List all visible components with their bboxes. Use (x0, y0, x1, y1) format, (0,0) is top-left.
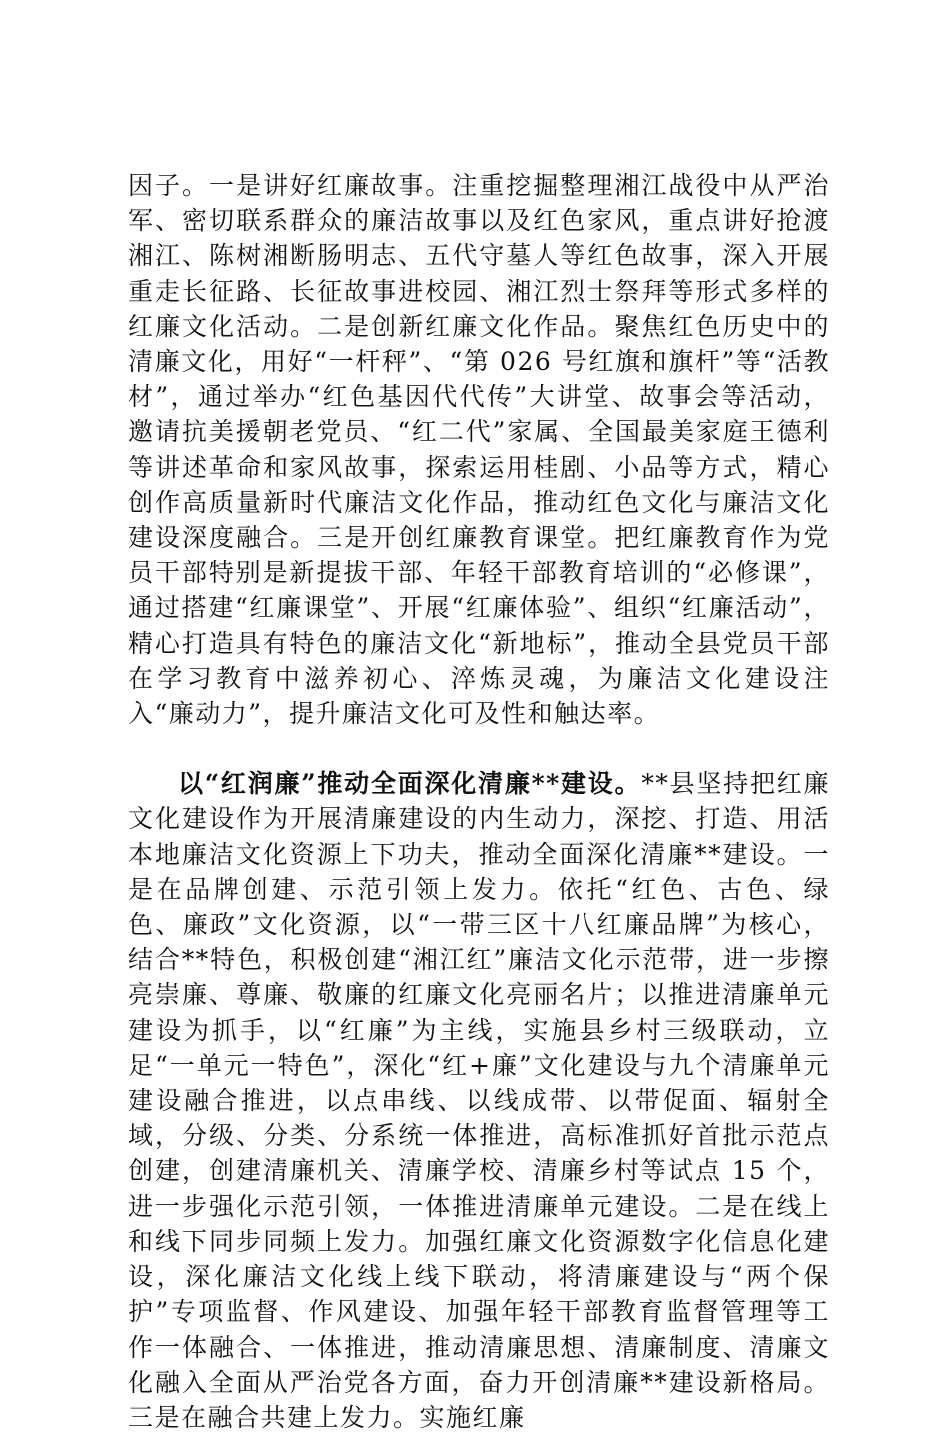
paragraph-gap (128, 731, 830, 766)
body-paragraph: 因子。一是讲好红廉故事。注重挖掘整理湘江战役中从严治军、密切联系群众的廉洁故事以及红色家风，重点讲好抢渡湘江、陈树湘断肠明志、五代守墓人等红色故事，深入开展重走长征路、长征故事进校园、湘江烈士祭拜等形式多样的红廉文化活动。二是创新红廉文化作品。聚焦红色历史中的清廉文化，用好“一杆秤”、“第 026 号红旗和旗杆”等“活教材”，通过举办“红色基因代代传”大讲堂、故事会等活动，邀请抗美援朝老党员、“红二代”家属、全国最美家庭王德利等讲述革命和家风故事，探索运用桂剧、小品等方式，精心创作高质量新时代廉洁文化作品，推动红色文化与廉洁文化建设深度融合。三是开创红廉教育课堂。把红廉教育作为党员干部特别是新提拔干部、年轻干部教育培训的“必修课”，通过搭建“红廉课堂”、开展“红廉体验”、组织“红廉活动”，精心打造具有特色的廉洁文化“新地标”，推动全县党员干部在学习教育中滋养初心、淬炼灵魂，为廉洁文化建设注入“廉动力”，提升廉洁文化可及性和触达率。 (128, 171, 830, 729)
body-paragraph (128, 766, 830, 1435)
paragraph-body: **县坚持把红廉文化建设作为开展清廉建设的内生动力，深挖、打造、用活本地廉洁文化资源上下功夫，推动全面深化清廉**建设。一是在品牌创建、示范引领上发力。依托“红色、古色、绿色、廉政”文化资源，以“一带三区十八红廉品牌”为核心，结合**特色，积极创建“湘江红”廉洁文化示范带，进一步擦亮崇廉、尊廉、敬廉的红廉文化亮丽名片；以推进清廉单元建设为抓手，以“红廉”为主线，实施县乡村三级联动，立足“一单元一特色”，深化“红+廉”文化建设与九个清廉单元建设融合推进，以点串线、以线成带、以带促面、辐射全域，分级、分类、分系统一体推进，高标准抓好首批示范点创建，创建清廉机关、清廉学校、清廉乡村等试点 15 个，进一步强化示范引领，一体推进清廉单元建设。二是在线上和线下同步同频上发力。加强红廉文化资源数字化信息化建设，深化廉洁文化线上线下联动，将清廉建设与“两个保护”专项监督、作风建设、加强年轻干部教育监督管理等工作一体融合、一体推进，推动清廉思想、清廉制度、清廉文化融入全面从严治党各方面，奋力开创清廉**建设新格局。三是在融合共建上发力。实施红廉 (128, 769, 830, 1432)
paragraph-heading: 以“红润廉”推动全面深化清廉**建设。 (178, 769, 642, 799)
document-page (128, 168, 830, 1435)
